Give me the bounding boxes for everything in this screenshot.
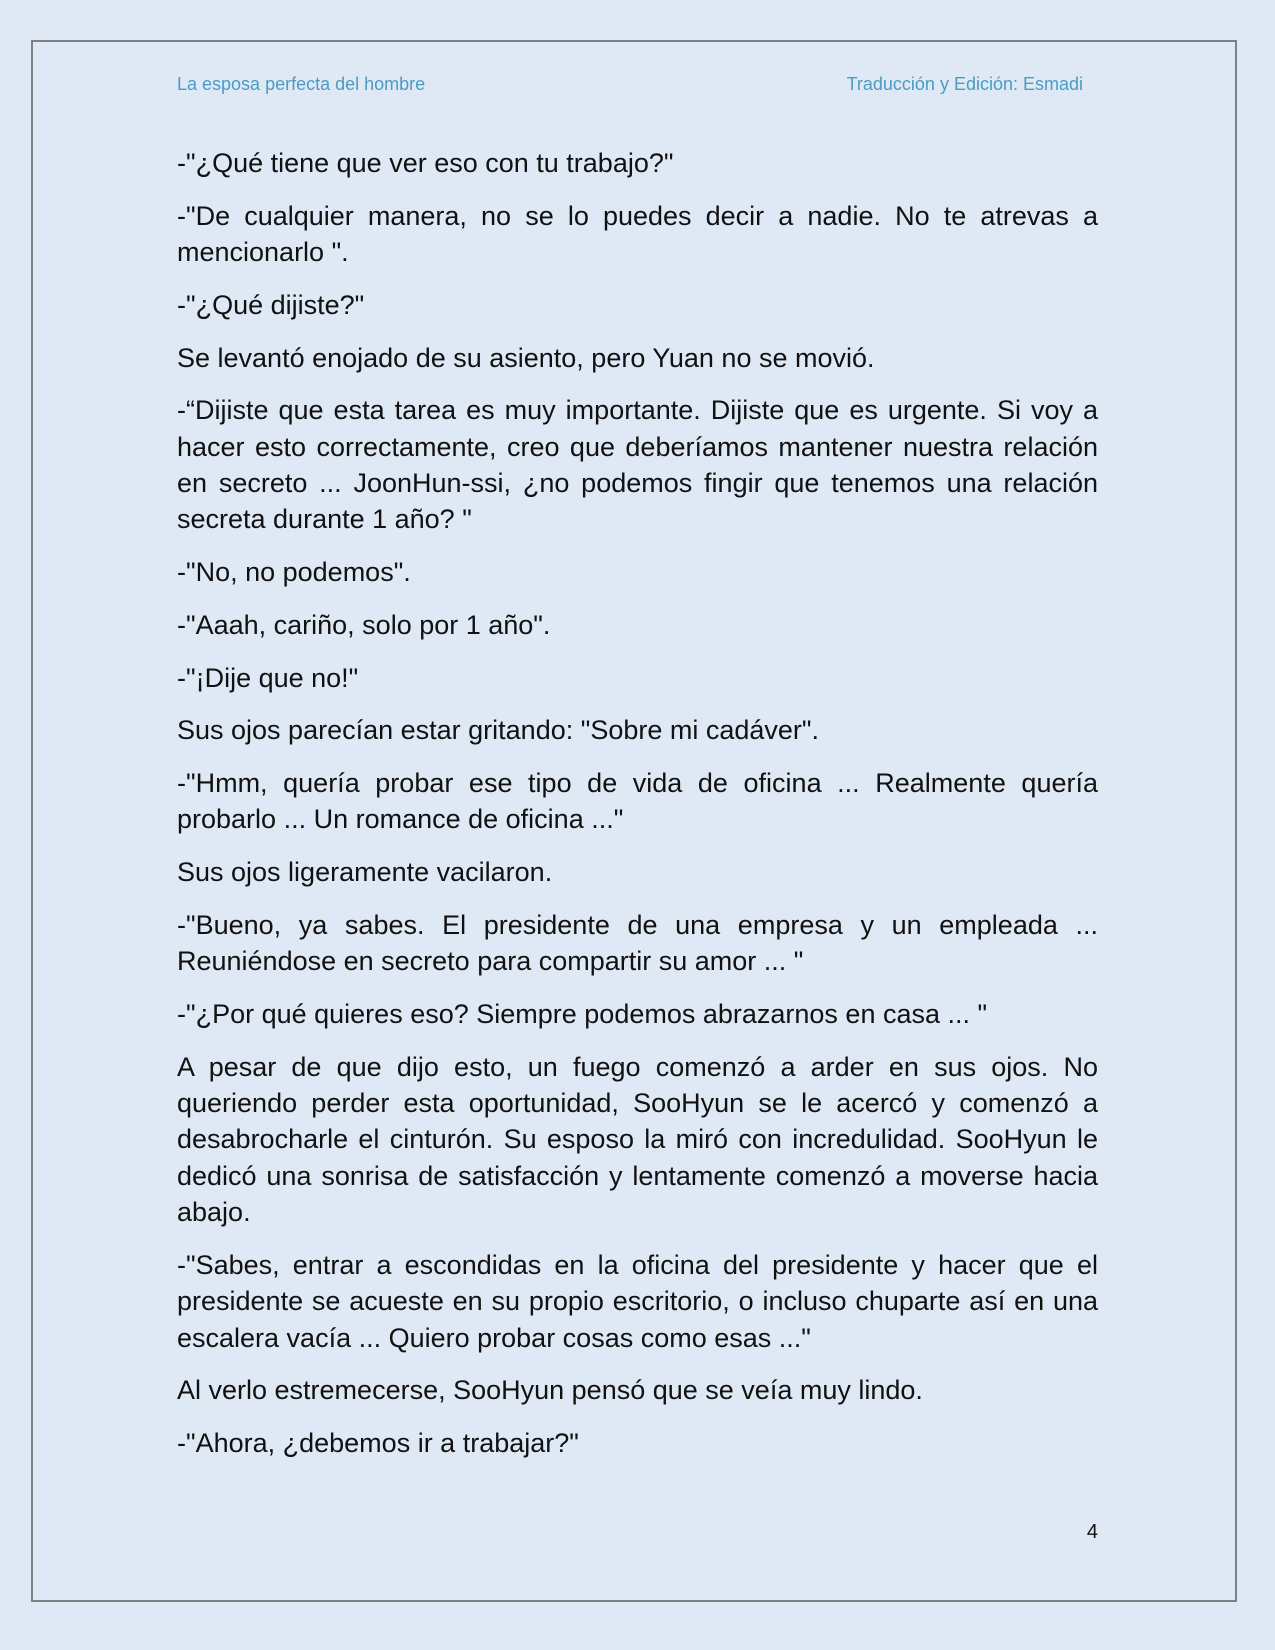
paragraph: -"Hmm, quería probar ese tipo de vida de oficina ... Realmente quería probarlo ... Un romance de oficina ..." — [177, 767, 1098, 835]
document-body — [177, 145, 1098, 1478]
paragraph: -"¿Qué dijiste?" — [177, 289, 365, 320]
paragraph: -"Aaah, cariño, solo por 1 año". — [177, 609, 551, 640]
paragraph: Se levantó enojado de su asiento, pero Yuan no se movió. — [177, 342, 875, 373]
paragraph: Sus ojos ligeramente vacilaron. — [177, 857, 553, 888]
paragraph: -"¿Qué tiene que ver eso con tu trabajo?" — [177, 148, 674, 178]
paragraph: -"No, no podemos". — [177, 557, 411, 588]
paragraph: -"Ahora, ¿debemos ir a trabajar?" — [177, 1428, 579, 1459]
header-title: La esposa perfecta del hombre — [177, 74, 426, 94]
paragraph: -“Dijiste que esta tarea es muy importante. Dijiste que es urgente. Si voy a hacer esto correctamente, creo que deberíamos mantener nuestra relación en secreto ... JoonHun-ssi, ¿no podemos fingir que tenemos una relación secreta durante 1 año? " — [177, 395, 1098, 535]
page-header — [177, 74, 1083, 98]
paragraph: -"Bueno, ya sabes. El presidente de una empresa y un empleada ... Reuniéndose en secreto para compartir su amor ... " — [177, 909, 1098, 977]
paragraph: A pesar de que dijo esto, un fuego comenzó a arder en sus ojos. No queriendo perder esta oportunidad, SooHyun se le acercó y comenzó a desabrocharle el cinturón. Su esposo la miró con incredulidad. SooHyun le dedicó una sonrisa de satisfacción y lentamente comenzó a moverse hacia abajo. — [177, 1051, 1098, 1228]
paragraph: -"De cualquier manera, no se lo puedes decir a nadie. No te atrevas a mencionarlo ". — [177, 200, 1098, 268]
page-number: 4 — [1086, 1521, 1098, 1543]
paragraph: Al verlo estremecerse, SooHyun pensó que se veía muy lindo. — [177, 1375, 923, 1406]
paragraph: -"¿Por qué quieres eso? Siempre podemos abrazarnos en casa ... " — [177, 998, 988, 1029]
paragraph: -"Sabes, entrar a escondidas en la oficina del presidente y hacer que el presidente se acueste en su propio escritorio, o incluso chuparte así en una escalera vacía ... Quiero probar cosas como esas ..." — [177, 1249, 1098, 1353]
paragraph: -"¡Dije que no!" — [177, 662, 359, 693]
paragraph: Sus ojos parecían estar gritando: "Sobre mi cadáver". — [177, 715, 820, 746]
header-credits: Traducción y Edición: Esmadi — [846, 74, 1083, 94]
